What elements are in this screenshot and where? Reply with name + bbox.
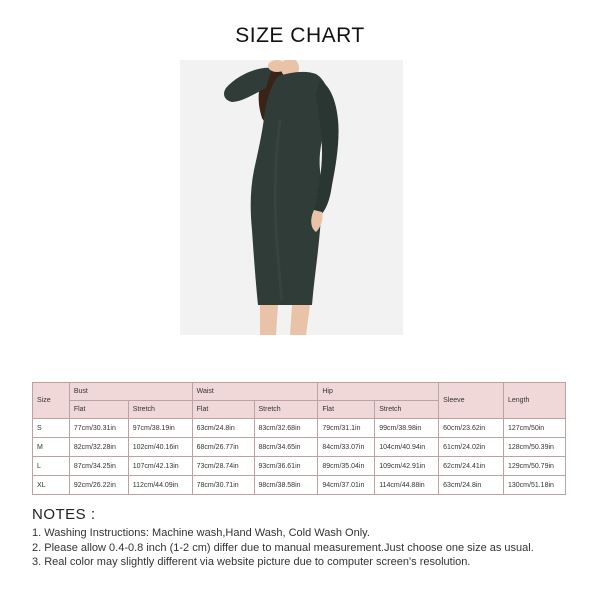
table-row	[33, 457, 566, 476]
header-bust: Bust	[69, 383, 192, 401]
notes-list	[32, 526, 592, 570]
header-waist: Waist	[192, 383, 318, 401]
measurement-cell: 127cm/50in	[504, 419, 566, 438]
subheader-hip-stretch: Stretch	[375, 401, 439, 419]
size-cell: XL	[33, 476, 70, 495]
notes-title: NOTES :	[32, 506, 96, 523]
measurement-cell: 129cm/50.79in	[504, 457, 566, 476]
measurement-cell: 128cm/50.39in	[504, 438, 566, 457]
header-hip: Hip	[318, 383, 439, 401]
measurement-cell: 89cm/35.04in	[318, 457, 375, 476]
subheader-waist-flat: Flat	[192, 401, 254, 419]
header-sleeve: Sleeve	[439, 383, 504, 419]
measurement-cell: 94cm/37.01in	[318, 476, 375, 495]
measurement-cell: 98cm/38.58in	[254, 476, 318, 495]
measurement-cell: 107cm/42.13in	[128, 457, 192, 476]
measurement-cell: 63cm/24.8in	[192, 419, 254, 438]
measurement-cell: 79cm/31.1in	[318, 419, 375, 438]
measurement-cell: 61cm/24.02in	[439, 438, 504, 457]
size-chart-table	[32, 382, 566, 495]
measurement-cell: 82cm/32.28in	[69, 438, 128, 457]
note-item: 3. Real color may slightly different via website picture due to computer screen's resolution.	[32, 556, 471, 568]
measurement-cell: 77cm/30.31in	[69, 419, 128, 438]
measurement-cell: 63cm/24.8in	[439, 476, 504, 495]
measurement-cell: 68cm/26.77in	[192, 438, 254, 457]
subheader-bust-flat: Flat	[69, 401, 128, 419]
measurement-cell: 92cm/26.22in	[69, 476, 128, 495]
page-title: SIZE CHART	[235, 24, 365, 47]
subheader-hip-flat: Flat	[318, 401, 375, 419]
header-length: Length	[504, 383, 566, 419]
measurement-cell: 78cm/30.71in	[192, 476, 254, 495]
table-row	[33, 438, 566, 457]
table-row	[33, 476, 566, 495]
size-cell: M	[33, 438, 70, 457]
measurement-cell: 60cm/23.62in	[439, 419, 504, 438]
measurement-cell: 130cm/51.18in	[504, 476, 566, 495]
product-photo	[180, 60, 403, 335]
measurement-cell: 62cm/24.41in	[439, 457, 504, 476]
model-dress-image	[180, 60, 403, 335]
measurement-cell: 114cm/44.88in	[375, 476, 439, 495]
header-size: Size	[33, 383, 70, 419]
size-cell: L	[33, 457, 70, 476]
table-row	[33, 419, 566, 438]
measurement-cell: 83cm/32.68in	[254, 419, 318, 438]
note-item: 1. Washing Instructions: Machine wash,Hand Wash, Cold Wash Only.	[32, 527, 370, 539]
size-cell: S	[33, 419, 70, 438]
measurement-cell: 93cm/36.61in	[254, 457, 318, 476]
measurement-cell: 84cm/33.07in	[318, 438, 375, 457]
table-header-row	[33, 383, 566, 401]
measurement-cell: 97cm/38.19in	[128, 419, 192, 438]
subheader-bust-stretch: Stretch	[128, 401, 192, 419]
measurement-cell: 104cm/40.94in	[375, 438, 439, 457]
subheader-waist-stretch: Stretch	[254, 401, 318, 419]
measurement-cell: 73cm/28.74in	[192, 457, 254, 476]
measurement-cell: 109cm/42.91in	[375, 457, 439, 476]
measurement-cell: 88cm/34.65in	[254, 438, 318, 457]
measurement-cell: 99cm/38.98in	[375, 419, 439, 438]
measurement-cell: 87cm/34.25in	[69, 457, 128, 476]
note-item: 2. Please allow 0.4-0.8 inch (1-2 cm) differ due to manual measurement.Just choose one size as usual.	[32, 541, 534, 554]
measurement-cell: 112cm/44.09in	[128, 476, 192, 495]
measurement-cell: 102cm/40.16in	[128, 438, 192, 457]
